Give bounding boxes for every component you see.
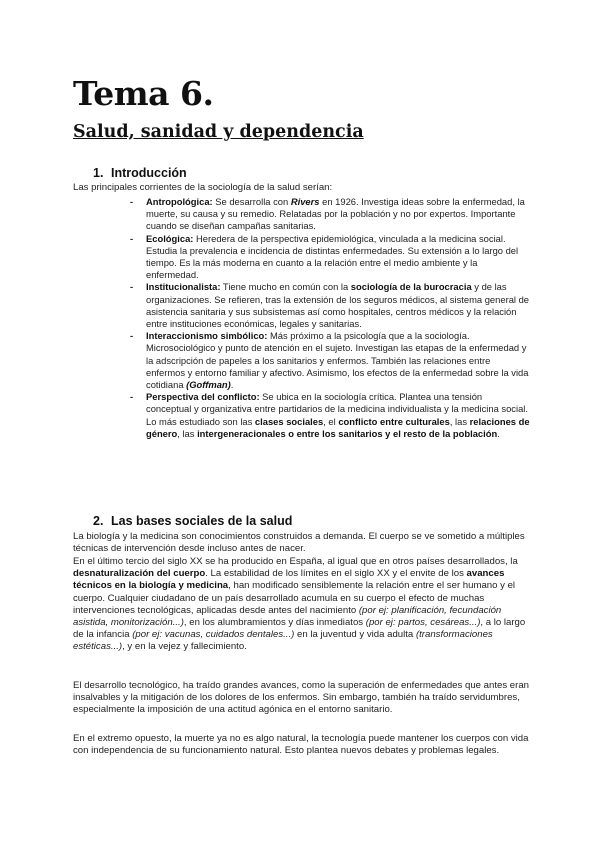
emphasis: relaciones de género [146,415,530,439]
item-term: Ecológica: [146,232,194,244]
document-title: Tema 6. [73,74,214,113]
section-1-number: 1. [93,166,104,180]
list-item: - Interaccionismo simbólico: Más próximo a la psicología que a la sociología. Microsociológico y punto de atención en el sujeto. Investigan las etapas de la enfermedad y la adscripción de papeles a los sanitarios y enfermos. También las relaciones entre enfermos y entorno familiar y afectivo. Asimismo, los efectos de la enfermedad sobre la vida cotidiana (Goffman). [130,330,530,391]
emphasis: (Goffman) [186,379,231,391]
list-item: - Perspectiva del conflicto: Se ubica en la sociología crítica. Plantea una tensión conceptual y organizativa entre partidarios de la medicina individualista y la medicina social. Lo más estudiado son las clases sociales, el conflicto entre culturales, las relaciones de género, las intergeneracionales o entre los sanitarios y el resto de la población. [130,391,530,440]
list-item: - Antropológica: Se desarrolla con Rivers en 1926. Investiga ideas sobre la enfermedad, la muerte, su causa y su remedio. Relatadas por la población y no por expertos. Importante cuando se diseñan campañas sanitarias. [130,196,530,233]
list-item: - Ecológica: Heredera de la perspectiva epidemiológica, vinculada a la medicina social. Estudia la prevalencia e incidencia de distintas enfermedades. Su extensión a lo largo del tiempo. Es la más moderna en cuanto a la relación entre el medio ambiente y la enfermedad. [130,233,530,282]
example-note: (por ej: partos, cesáreas...) [365,617,481,629]
item-term: Antropológica: [146,196,213,207]
emphasis: desnaturalización del cuerpo [73,568,206,580]
section-1-heading [93,166,187,180]
section-2-paragraph-3: El desarrollo tecnológico, ha traído grandes avances, como la superación de enfermedades que antes eran insalvables y la mitigación de los dolores de los enfermos. Sin embargo, también ha traído servidumbres, especialmente la imposición de una actitud agónica en el entorno sanitario. [73,680,529,716]
section-2-heading [93,514,292,528]
item-term: Interaccionismo simbólico: [146,330,268,342]
document-subtitle: Salud, sanidad y dependencia [73,122,364,142]
section-1-intro: Las principales corrientes de la sociología de la salud serían: [73,182,333,193]
emphasis: avances técnicos en la biología y medicina [73,568,505,592]
emphasis: intergeneracionales o entre los sanitarios y el resto de la población [197,427,498,439]
section-2-title: Las bases sociales de la salud [111,514,293,528]
example-note: (transformaciones estéticas...) [73,629,493,653]
section-1-title: Introducción [111,166,187,180]
example-note: (por ej: vacunas, cuidados dentales...) [132,629,295,641]
list-item: - Institucionalista: Tiene mucho en común con la sociología de la burocracia y de las organizaciones. Se refieren, tras la extensión de los seguros médicos, al sistema general de asistencia sanitaria y sus subsistemas así como hospitales, centros médicos y la relación entre instituciones económicas, legales y sanitarias. [130,281,530,330]
emphasis: clases sociales [254,415,324,427]
example-note: (por ej: planificación, fecundación asistida, monitorización...) [73,604,502,629]
item-term: Perspectiva del conflicto: [146,391,260,403]
section-2-paragraph-1: La biología y la medicina son conocimientos construidos a demanda. El cuerpo se ve sometido a múltiples técnicas de intervención desde incluso antes de nacer. [73,531,525,555]
section-2-number: 2. [93,514,104,528]
item-term: Institucionalista: [146,281,221,293]
currents-list [130,196,530,440]
emphasis: Rivers [290,196,320,207]
section-2-paragraph-2: En el último tercio del siglo XX se ha producido en España, al igual que en otros países desarrollados, la desnaturalización del cuerpo. La estabilidad de los límites en el siglo XX y el envite de los avances técnicos en la biología y medicina, han modificado sensiblemente la relación entre el ser humano y el cuerpo. Cualquier ciudadano de un país desarrollado acumula en su cuerpo el efecto de muchas intervenciones tecnológicas, aplicadas desde antes del nacimiento (por ej: planificación, fecundación asistida, monitorización...), en los alumbramientos y días inmediatos (por ej: partos, cesáreas...), a lo largo de la infancia (por ej: vacunas, cuidados dentales...) en la juventud y vida adulta (transformaciones estéticas...), y en la vejez y fallecimiento. [73,556,526,653]
emphasis: sociología de la burocracia [350,281,472,293]
section-2-paragraph-4: En el extremo opuesto, la muerte ya no es algo natural, la tecnología puede mantener los cuerpos con vida con independencia de su funcionamiento natural. Esto plantea nuevos debates y problemas legales. [73,733,529,757]
emphasis: conflicto entre culturales [338,415,450,427]
